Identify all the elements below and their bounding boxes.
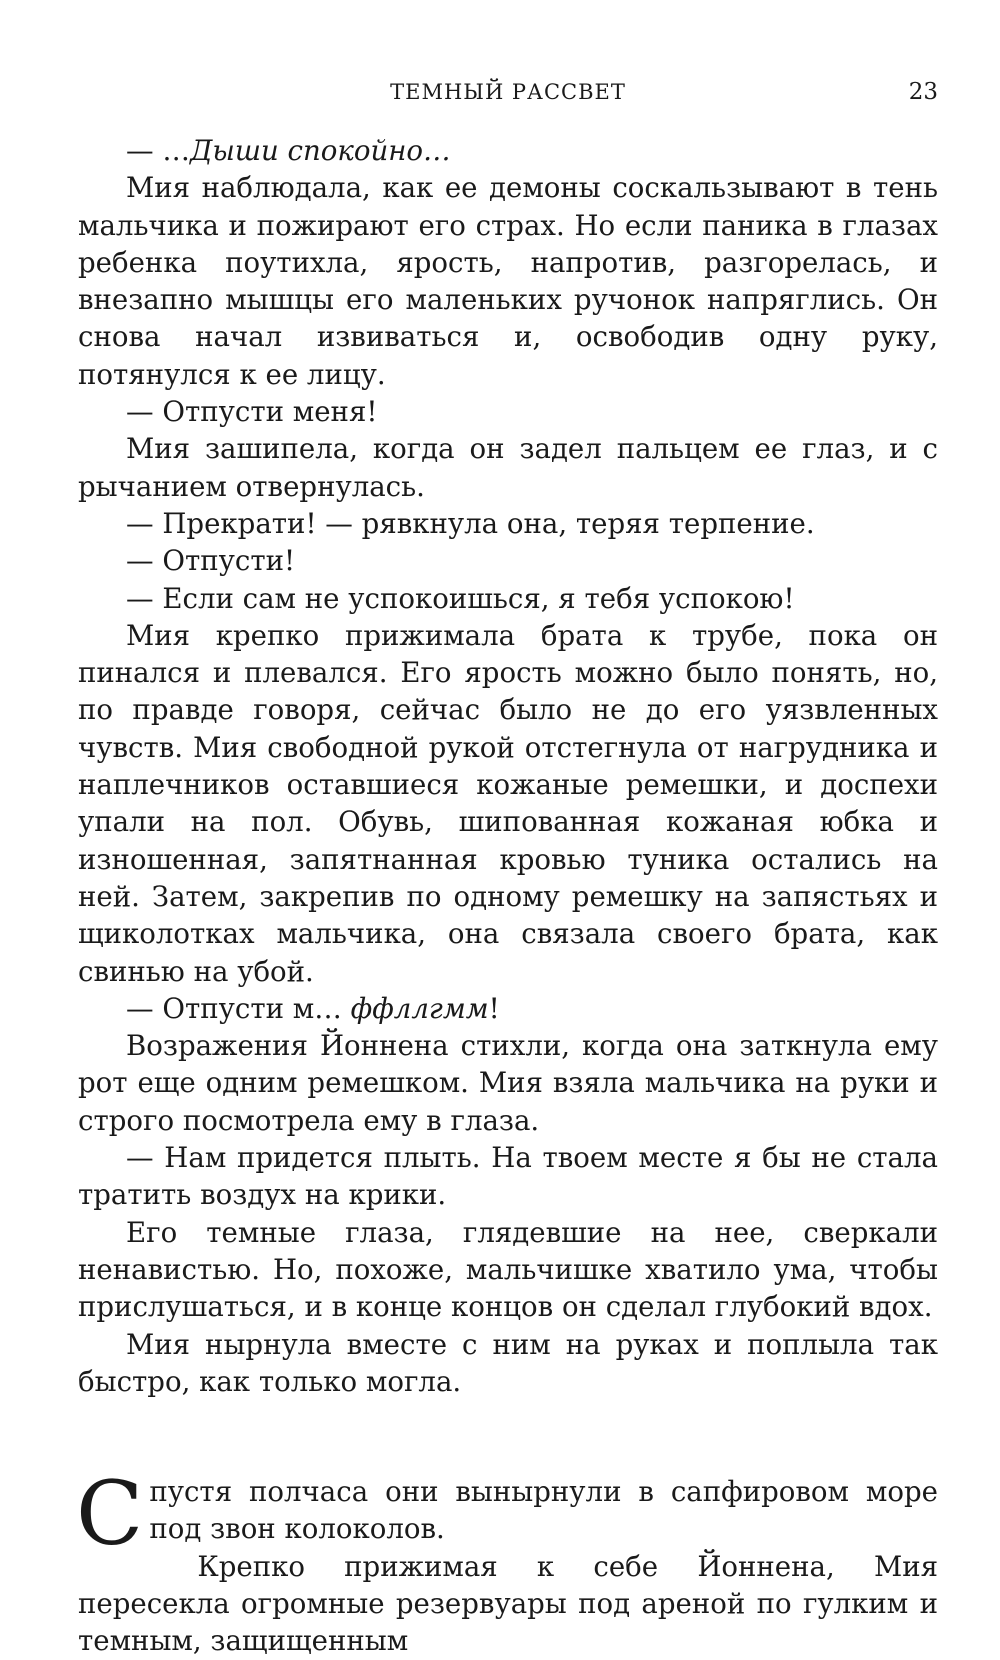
page-body <box>78 132 938 1660</box>
paragraph-15: Крепко прижимая к себе Йоннена, Мия пересекла огромные резервуары под ареной по гулким и темным, защищенным <box>78 1549 938 1658</box>
book-page <box>76 0 938 1658</box>
paragraph-1 <box>78 132 938 169</box>
dialogue-lead: — Отпусти м… <box>126 991 351 1025</box>
paragraph-9 <box>78 990 938 1027</box>
paragraph-5: — Прекрати! — рявкнула она, теряя терпение. <box>126 506 815 540</box>
paragraph-3: — Отпусти меня! <box>126 395 378 429</box>
paragraph-6: — Отпусти! <box>126 544 296 578</box>
page-number: 23 <box>908 79 938 105</box>
running-title: ТЕМНЫЙ РАССВЕТ <box>390 80 626 104</box>
paragraph-10: Возражения Йоннена стихли, когда она заткнула ему рот еще одним ремешком. Мия взяла мальчика на руки и строго посмотрела ему в глаза. <box>78 1029 938 1137</box>
paragraph-11: — Нам придется плыть. На твоем месте я бы не стала тратить воздух на крики. <box>78 1141 938 1212</box>
paragraph-14 <box>76 1462 938 1566</box>
paragraph-13: Мия нырнула вместе с ним на руках и поплыла так быстро, как только могла. <box>78 1327 938 1398</box>
paragraph-text: пустя полчаса они вынырнули в сапфировом море под звон колоколов. <box>149 1475 938 1546</box>
paragraph-8: Мия крепко прижимала брата к трубе, пока он пинался и плевался. Его ярость можно было понять, но, по правде говоря, сейчас было не до его уязвленных чувств. Мия свободной рукой отстегнула от нагрудника и наплечников оставшиеся кожаные ремешки, и доспехи упали на пол. Обувь, шипованная кожаная юбка и изношенная, запятнанная кровью туника остались на ней. Затем, закрепив по одному ремешку на запястьях и щиколотках мальчика, она связала своего брата, как свинью на убой. <box>78 618 938 988</box>
dash-lead: — … <box>126 134 190 167</box>
scene-break <box>78 1400 938 1473</box>
drop-cap: С <box>76 1462 144 1566</box>
paragraph-4: Мия зашипела, когда он задел пальцем ее глаз, и с рычанием отвернулась. <box>78 432 938 503</box>
italic-text: ффллгмм <box>350 991 489 1025</box>
dialogue-tail: ! <box>488 991 500 1025</box>
paragraph-7: — Если сам не успокоишься, я тебя успокою! <box>126 581 795 615</box>
paragraph-2: Мия наблюдала, как ее демоны соскальзывают в тень мальчика и пожирают его страх. Но если паника в глазах ребенка поутихла, ярость, напротив, разгорелась, и внезапно мышцы его маленьких ручонок напряглись. Он снова начал извиваться и, освободив одну руку, потянулся к ее лицу. <box>78 171 938 391</box>
italic-text: Дыши спокойно… <box>189 134 451 167</box>
page-header <box>78 74 938 110</box>
paragraph-12: Его темные глаза, глядевшие на нее, сверкали ненавистью. Но, похоже, мальчишке хватило ума, чтобы прислушаться, и в конце концов он сделал глубокий вдох. <box>78 1215 938 1324</box>
